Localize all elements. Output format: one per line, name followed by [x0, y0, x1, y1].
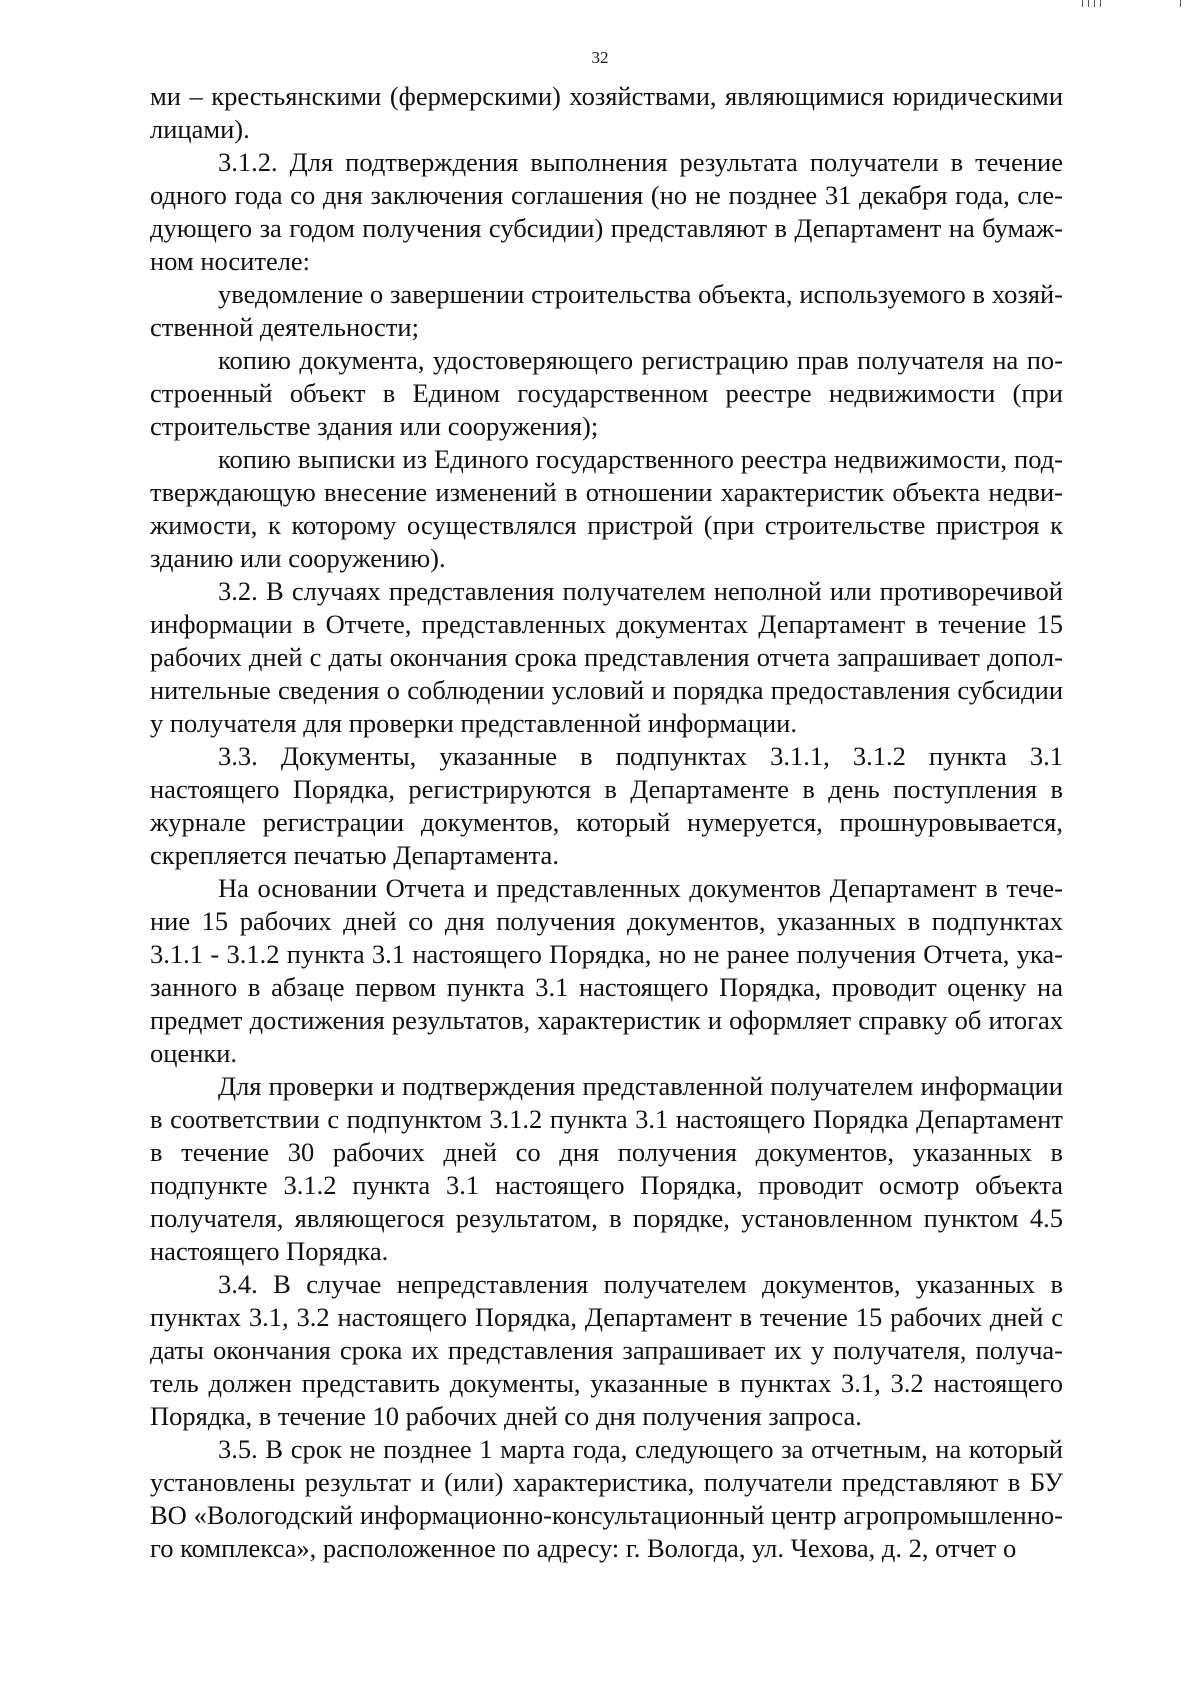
paragraph-inspection: Для проверки и подтверждения представленной получателем информации в соответствии с подпунктом 3.1.2 пункта 3.1 настоящего Порядка Департамент в течение 30 рабочих дней со дня получения документов, указанных в подпункте 3.1.2 пункта 3.1 настоящего Порядка, проводит осмотр объекта получателя, являющегося результатом, в порядке, установленном пунктом 4.5 настоящего Порядка. — [150, 1071, 1063, 1266]
paragraph-continuation: ми – крестьянскими (фермерскими) хозяйствами, являющимися юридическими лицами). — [150, 81, 1063, 144]
paragraph-3-5: 3.5. В срок не позднее 1 марта года, следующего за отчетным, на который установлены результат и (или) характеристика, получатели представляют в БУ ВО «Вологодский информационно-консультационный центр агропромышленного комплекса», расположенное по адресу: г. Вологда, ул. Чехова, д. 2, отчет о — [150, 1434, 1063, 1563]
paragraph-registration-copy-item: копию документа, удостоверяющего регистрацию прав получателя на построенный объект в Едином государственном реестре недвижимости (при строительстве здания или сооружения); — [150, 345, 1063, 441]
paragraph-3-1-2: 3.1.2. Для подтверждения выполнения результата получатели в течение одного года со дня заключения соглашения (но не позднее 31 декабря года, следующего за годом получения субсидии) представляют в Департамент на бумажном носителе: — [150, 147, 1063, 276]
paragraph-3-3: 3.3. Документы, указанные в подпунктах 3.1.1, 3.1.2 пункта 3.1 настоящего Порядка, регистрируются в Департаменте в день поступления в журнале регистрации документов, который нумеруется, прошнуровывается, скрепляется печатью Департамента. — [150, 741, 1063, 870]
scan-edge-marks — [1072, 0, 1192, 8]
page-number: 32 — [591, 48, 609, 67]
paragraph-3-2: 3.2. В случаях представления получателем неполной или противоречивой информации в Отчете, представленных документах Департамент в течение 15 рабочих дней с даты окончания срока представления отчета запрашивает дополнительные сведения о соблюдении условий и порядка предоставления субсидии у получателя для проверки представленной информации. — [150, 576, 1063, 738]
document-body — [150, 80, 1063, 1565]
paragraph-notice-item: уведомление о завершении строительства объекта, используемого в хозяйственной деятельности; — [150, 279, 1063, 342]
paragraph-3-4: 3.4. В случае непредставления получателем документов, указанных в пунктах 3.1, 3.2 настоящего Порядка, Департамент в течение 15 рабочих дней с даты окончания срока их представления запрашивает их у получателя, получатель должен представить документы, указанные в пунктах 3.1, 3.2 настоящего Порядка, в течение 10 рабочих дней со дня получения запроса. — [150, 1269, 1063, 1431]
paragraph-extract-copy-item: копию выписки из Единого государственного реестра недвижимости, подтверждающую внесение изменений в отношении характеристик объекта недвижимости, к которому осуществлялся пристрой (при строительстве пристроя к зданию или сооружению). — [150, 444, 1063, 573]
paragraph-assessment: На основании Отчета и представленных документов Департамент в течение 15 рабочих дней со дня получения документов, указанных в подпунктах 3.1.1 - 3.1.2 пункта 3.1 настоящего Порядка, но не ранее получения Отчета, указанного в абзаце первом пункта 3.1 настоящего Порядка, проводит оценку на предмет достижения результатов, характеристик и оформляет справку об итогах оценки. — [150, 873, 1063, 1068]
